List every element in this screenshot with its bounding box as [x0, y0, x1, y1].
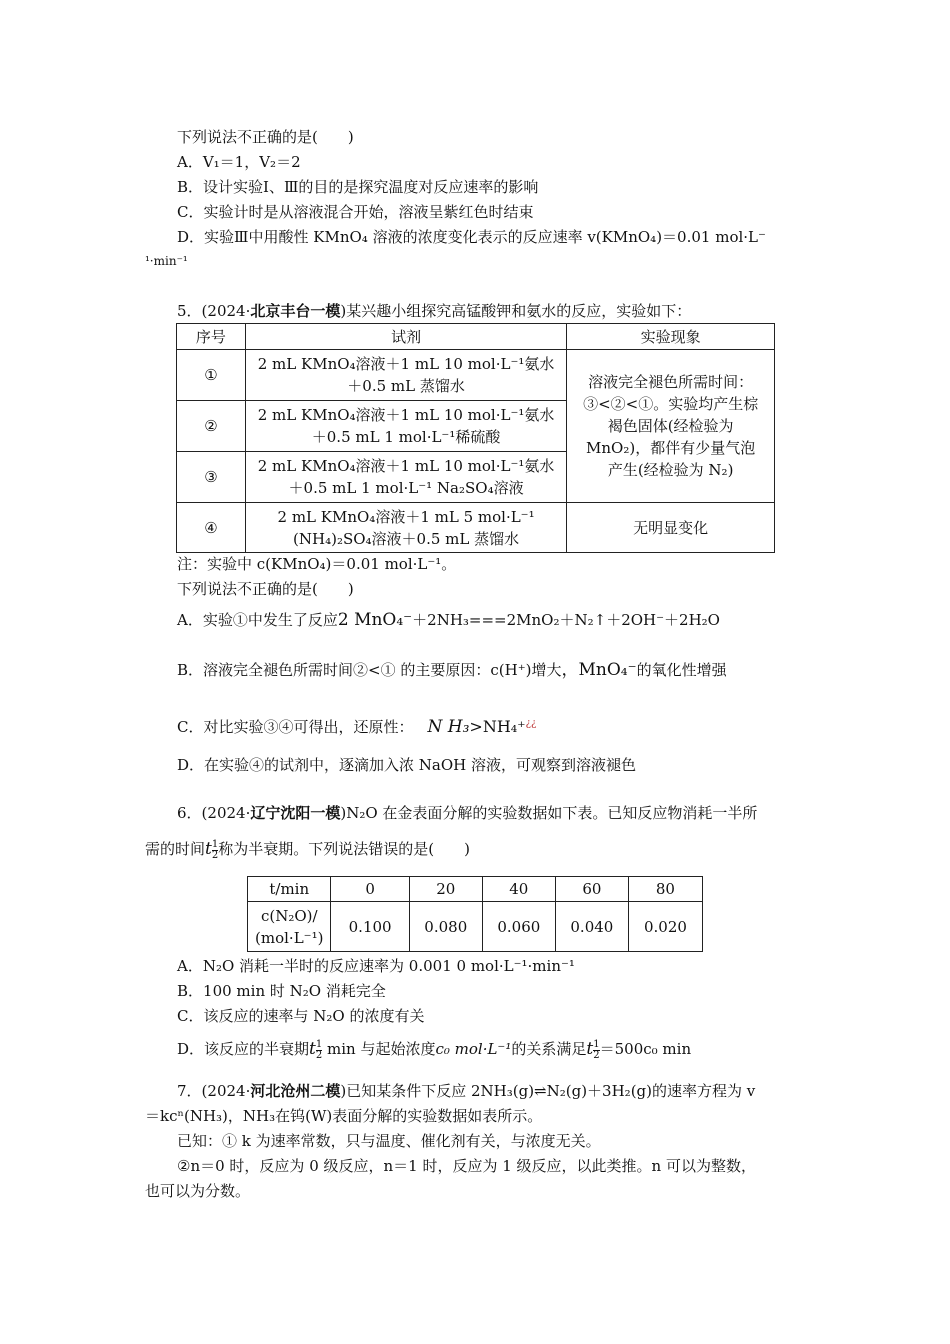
q5-stem: 下列说法不正确的是( ) — [177, 580, 354, 598]
fraction-denominator: 2 — [211, 849, 219, 861]
q7-known-1: 已知：① k 为速率常数，只与温度、催化剂有关，与浓度无关。 — [177, 1132, 601, 1150]
reagent-line: ＋0.5 mL 1 mol·L⁻¹稀硫酸 — [311, 428, 501, 446]
q6-value-cell: 0.020 — [628, 902, 702, 952]
q5-row-reagent — [245, 401, 566, 452]
q7-intro — [177, 1080, 755, 1102]
q5-row-no: ③ — [177, 452, 246, 503]
q6-header-cell: 60 — [555, 877, 628, 902]
q7-number: 7．(2024· — [177, 1082, 251, 1100]
phenomenon-line: ③<②<①。实验均产生棕 — [583, 395, 759, 413]
q4-option-a: A．V₁＝1，V₂＝2 — [177, 153, 301, 171]
q5-phenomenon-4: 无明显变化 — [567, 503, 775, 553]
reagent-line: 2 mL KMnO₄溶液＋1 mL 5 mol·L⁻¹ — [277, 507, 535, 526]
fraction-numerator: 1 — [593, 1038, 600, 1050]
ammonia-formula: N H₃ — [427, 717, 470, 737]
q5-row-no: ② — [177, 401, 246, 452]
q6-value-cell: 0.080 — [409, 902, 482, 952]
q6-intro2-tail: 称为半衰期。下列说法错误的是( ) — [218, 840, 470, 858]
q6-header-cell: 40 — [482, 877, 555, 902]
q5-option-a — [177, 606, 720, 634]
reagent-line: 2 mL KMnO₄溶液＋1 mL 10 mol·L⁻¹氨水 — [257, 355, 555, 373]
q5-option-a-equation: ＋2NH₃===2MnO₂＋N₂↑＋2OH⁻＋2H₂O — [412, 611, 720, 629]
q6-intro — [177, 802, 757, 824]
fraction-denominator: 2 — [315, 1049, 323, 1061]
q6-option-d-text: D．该反应的半衰期 — [177, 1040, 310, 1058]
table-row — [177, 503, 775, 553]
q6-option-d-mid2: 的关系满足 — [511, 1040, 587, 1058]
table-row — [177, 350, 775, 401]
q5-header-no: 序号 — [177, 324, 246, 350]
q5-table — [176, 323, 775, 553]
q6-row-label — [248, 902, 331, 952]
q5-option-b — [177, 656, 727, 684]
q6-value-cell: 0.040 — [555, 902, 628, 952]
q6-option-d-mid: min 与起始浓度 — [322, 1040, 436, 1058]
q5-row-reagent — [245, 452, 566, 503]
q4-option-b: B．设计实验Ⅰ、Ⅲ的目的是探究温度对反应速率的影响 — [177, 178, 539, 196]
q5-option-c — [177, 710, 536, 741]
q6-option-a: A．N₂O 消耗一半时的反应速率为 0.001 0 mol·L⁻¹·min⁻¹ — [177, 957, 575, 975]
q6-option-d-tail: ＝500c₀ min — [599, 1040, 692, 1058]
half-life-symbol: t — [586, 1039, 594, 1059]
q4-option-d-cont: ¹·min⁻¹ — [145, 254, 188, 268]
q5-table-header — [177, 324, 775, 350]
q6-table-header — [248, 877, 703, 902]
q6-intro2-text: 需的时间 — [145, 840, 206, 858]
q4-stem: 下列说法不正确的是( ) — [177, 128, 354, 146]
q6-header-cell: t/min — [248, 877, 331, 902]
q6-option-b: B．100 min 时 N₂O 消耗完全 — [177, 982, 386, 1000]
q5-intro-text: )某兴趣小组探究高锰酸钾和氨水的反应，实验如下： — [340, 302, 692, 320]
half-life-symbol: t — [205, 839, 212, 859]
q6-header-cell: 0 — [331, 877, 409, 902]
q7-intro-text: )已知某条件下反应 2NH₃(g)⇌N₂(g)＋3H₂(g)的速率方程为 v — [340, 1082, 756, 1100]
q6-option-d — [177, 1034, 691, 1064]
fraction-numerator: 1 — [211, 838, 219, 850]
q6-header-cell: 20 — [409, 877, 482, 902]
phenomenon-line: 溶液完全褪色所需时间： — [588, 373, 754, 391]
phenomenon-line: 产生(经检验为 N₂) — [607, 461, 734, 479]
phenomenon-line: 褐色固体(经检验为 — [607, 417, 734, 435]
stray-glyphs: ¿¿ — [525, 718, 537, 729]
q5-row-no: ④ — [177, 503, 246, 553]
half-life-symbol: t — [309, 1039, 316, 1059]
q7-line-2: ＝kcⁿ(NH₃)，NH₃在钨(W)表面分解的实验数据如表所示。 — [145, 1107, 543, 1125]
q5-intro — [177, 300, 691, 322]
q5-option-b-text: B．溶液完全褪色所需时间②<① 的主要原因：c(H⁺)增大 — [177, 661, 562, 679]
q5-row-reagent — [245, 503, 566, 553]
ammonium-formula: >NH₄⁺ — [469, 717, 526, 736]
q6-value-cell: 0.100 — [331, 902, 409, 952]
phenomenon-line: MnO₂)，都伴有少量气泡 — [586, 439, 756, 457]
q5-row-no: ① — [177, 350, 246, 401]
q6-header-cell: 80 — [628, 877, 702, 902]
reagent-line: ＋0.5 mL 1 mol·L⁻¹ Na₂SO₄溶液 — [288, 479, 524, 497]
q5-note: 注：实验中 c(KMnO₄)＝0.01 mol·L⁻¹。 — [177, 555, 457, 573]
initial-concentration: c₀ mol·L⁻¹ — [435, 1040, 512, 1058]
q4-option-c: C．实验计时是从溶液混合开始，溶液呈紫红色时结束 — [177, 203, 534, 221]
q6-number: 6．(2024· — [177, 804, 251, 822]
table-row — [248, 902, 703, 952]
q6-intro-2 — [145, 834, 470, 864]
q7-known-3: 也可以为分数。 — [145, 1182, 251, 1200]
q7-known-2: ②n＝0 时，反应为 0 级反应，n＝1 时，反应为 1 级反应，以此类推。n 可以为整数， — [177, 1157, 756, 1175]
q4-option-d: D．实验Ⅲ中用酸性 KMnO₄ 溶液的浓度变化表示的反应速率 v(KMnO₄)＝0.01 mol·L⁻ — [177, 228, 766, 246]
row-label-line: (mol·L⁻¹) — [255, 928, 324, 947]
q6-option-c: C．该反应的速率与 N₂O 的浓度有关 — [177, 1007, 425, 1025]
q7-source: 河北沧州二模 — [250, 1082, 341, 1100]
q6-value-cell: 0.060 — [482, 902, 555, 952]
q5-number: 5．(2024· — [177, 302, 251, 320]
q5-option-b-tail: 的氧化性增强 — [636, 661, 727, 679]
q5-row-reagent — [245, 350, 566, 401]
q5-phenomenon-1-3 — [567, 350, 775, 503]
row-label-line: c(N₂O)/ — [260, 906, 318, 925]
q5-source: 北京丰台一模 — [250, 302, 341, 320]
fraction-denominator: 2 — [593, 1049, 600, 1061]
reagent-line: 2 mL KMnO₄溶液＋1 mL 10 mol·L⁻¹氨水 — [257, 406, 555, 424]
fraction-numerator: 1 — [315, 1038, 323, 1050]
q5-option-d: D．在实验④的试剂中，逐滴加入浓 NaOH 溶液，可观察到溶液褪色 — [177, 756, 637, 774]
q6-source: 辽宁沈阳一模 — [250, 804, 341, 822]
q5-option-a-text: A．实验①中发生了反应 — [177, 611, 338, 629]
q6-table — [247, 876, 703, 952]
q6-intro-text: )N₂O 在金表面分解的实验数据如下表。已知反应物消耗一半所 — [340, 804, 758, 822]
q5-header-reagent: 试剂 — [245, 324, 566, 350]
q5-option-c-text: C．对比实验③④可得出，还原性： — [177, 718, 414, 736]
q5-header-phenomenon: 实验现象 — [567, 324, 775, 350]
permanganate-formula: ，MnO₄⁻ — [561, 660, 637, 680]
permanganate-formula: 2 MnO₄⁻ — [337, 610, 413, 630]
reagent-line: (NH₄)₂SO₄溶液＋0.5 mL 蒸馏水 — [293, 529, 520, 548]
reagent-line: 2 mL KMnO₄溶液＋1 mL 10 mol·L⁻¹氨水 — [257, 457, 555, 475]
reagent-line: ＋0.5 mL 蒸馏水 — [347, 377, 465, 395]
